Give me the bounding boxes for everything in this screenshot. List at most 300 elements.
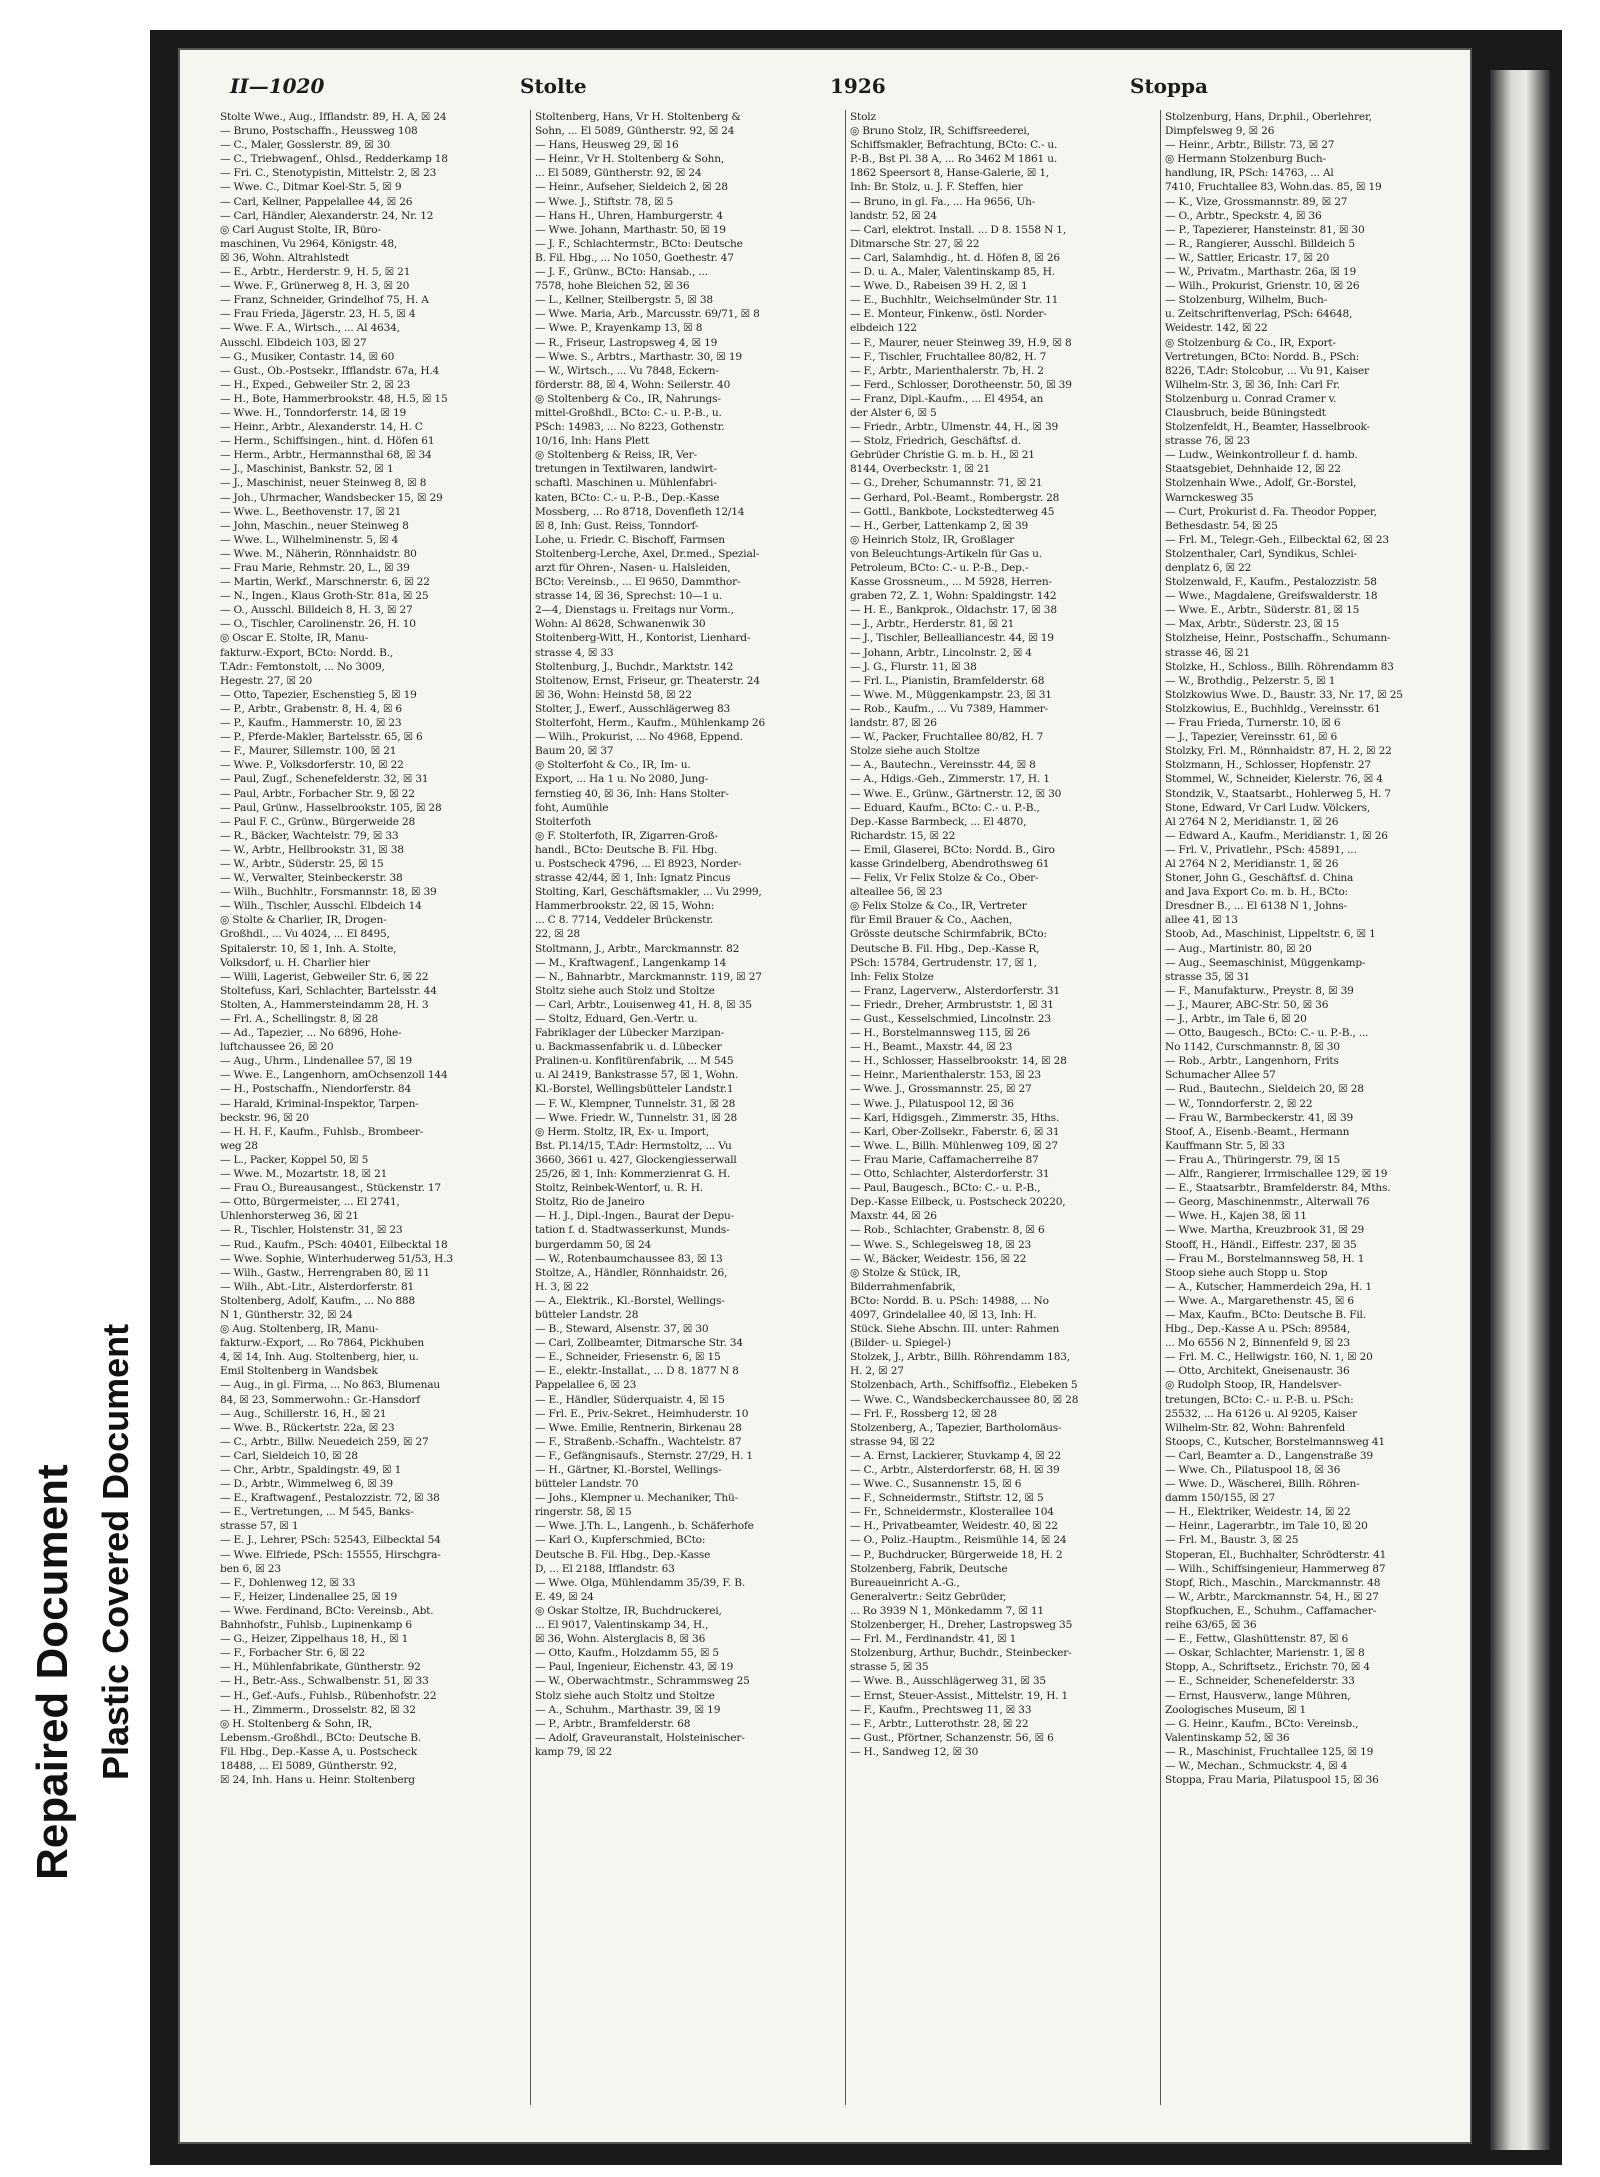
directory-entry-line: — Wwe. F. A., Wirtsch., ... Al 4634, — [220, 322, 400, 335]
directory-entry-line: handl., BCto: Deutsche B. Fil. Hbg. — [535, 843, 718, 856]
directory-entry-line: Stolzenberg, Fabrik, Deutsche — [850, 1562, 1008, 1575]
directory-entry-line: — H. J., Dipl.-Ingen., Baurat der Depu- — [535, 1210, 735, 1223]
directory-entry-line: Fabriklager der Lübecker Marzipan- — [535, 1027, 725, 1040]
directory-entry-line: denplatz 6, ☒ 22 — [1165, 562, 1252, 574]
directory-entry-line: — Frl. M., Ferdinandstr. 41, ☒ 1 — [850, 1633, 1017, 1646]
directory-entry-line: Stolzmann, H., Schlosser, Hopfenstr. 27 — [1165, 759, 1371, 772]
directory-entry-line: — Ferd., Schlosser, Dorotheenstr. 50, ☒ 39 — [850, 378, 1072, 391]
directory-entry-line: Stoltenburg, J., Buchdr., Marktstr. 142 — [535, 660, 734, 673]
directory-entry-line: ◎ H. Stoltenberg & Sohn, IR, — [220, 1717, 373, 1730]
directory-entry-line: Maxstr. 44, ☒ 26 — [850, 1210, 937, 1223]
directory-entry-line: (Bilder- u. Spiegel-) — [850, 1337, 951, 1350]
directory-entry-line: ◎ Carl August Stolte, IR, Büro- — [220, 223, 381, 236]
directory-entry-line: — J., Maschinist, neuer Steinweg 8, ☒ 8 — [220, 477, 427, 490]
directory-entry-line: — L., Packer, Koppel 50, ☒ 5 — [220, 1153, 369, 1166]
directory-entry-line: 22, ☒ 28 — [535, 928, 580, 941]
directory-entry-line: — R., Tischler, Holstenstr. 31, ☒ 23 — [220, 1224, 403, 1237]
directory-entry-line: 3660, 3661 u. 427, Glockengiesserwall — [535, 1153, 737, 1166]
directory-entry-line: — Wwe. Friedr. W., Tunnelstr. 31, ☒ 28 — [535, 1111, 738, 1124]
directory-entry-line: — J. F., Schlachtermstr., BCto: Deutsche — [535, 237, 743, 250]
directory-entry-line: — H., Mühlenfabrikate, Güntherstr. 92 — [220, 1661, 421, 1674]
directory-entry-line: — Frl. M. C., Hellwigstr. 160, N. 1, ☒ 20 — [1165, 1351, 1373, 1364]
directory-entry-line: — F., Kaufm., Prechtsweg 11, ☒ 33 — [850, 1703, 1032, 1716]
directory-entry-line: Petroleum, BCto: C.- u. P.-B., Dep.- — [850, 562, 1029, 574]
directory-entry-line: Uhlenhorsterweg 36, ☒ 21 — [220, 1210, 359, 1223]
directory-entry-line: Stoof, A., Eisenb.-Beamt., Hermann — [1165, 1125, 1350, 1138]
directory-entry-line: reihe 63/65, ☒ 36 — [1165, 1619, 1257, 1632]
directory-entry-line: 4097, Grindelallee 40, ☒ 13, Inh: H. — [850, 1308, 1037, 1321]
directory-entry-line: u. Backmassenfabrik u. d. Lübecker — [535, 1041, 722, 1054]
directory-entry-line: — Wwe. B., Rückertstr. 22a, ☒ 23 — [220, 1421, 395, 1434]
directory-entry-line: — Adolf, Graveuranstalt, Holsteinischer- — [535, 1731, 745, 1744]
directory-entry-line: ringerstr. 58, ☒ 15 — [535, 1506, 632, 1519]
directory-entry-line: — W., Brothdig., Pelzerstr. 5, ☒ 1 — [1165, 674, 1336, 687]
directory-entry-line: — Eduard, Kaufm., BCto: C.- u. P.-B., — [850, 801, 1040, 814]
year-heading: 1926 — [830, 74, 886, 98]
directory-entry-line: — Joh., Uhrmacher, Wandsbecker 15, ☒ 29 — [220, 491, 443, 504]
directory-entry-line: — W., Wirtsch., ... Vu 7848, Eckern- — [535, 364, 719, 377]
directory-entry-line: — Wilh., Tischler, Ausschl. Elbdeich 14 — [220, 900, 422, 913]
directory-entry-line: — Wwe. S., Arbtrs., Marthastr. 30, ☒ 19 — [535, 350, 742, 363]
directory-entry-line: ☒ 8, Inh: Gust. Reiss, Tonndorf- — [535, 519, 699, 532]
column-rule — [1160, 110, 1161, 2105]
directory-entry-line: strasse 94, ☒ 22 — [850, 1435, 935, 1448]
directory-entry-line: landstr. 87, ☒ 26 — [850, 717, 937, 730]
directory-entry-line: Pralinen-u. Konfitürenfabrik, ... M 545 — [535, 1055, 734, 1068]
scanned-page — [150, 30, 1562, 2165]
directory-entry-line: elbdeich 122 — [850, 322, 917, 335]
directory-entry-line: — Stoltz, Eduard, Gen.-Vertr. u. — [535, 1013, 698, 1025]
directory-entry-line: — Carl, Zollbeamter, Ditmarsche Str. 34 — [535, 1337, 743, 1350]
directory-entry-line: tretungen in Textilwaren, landwirt- — [535, 463, 717, 476]
directory-entry-line: ◎ Stolterfoht & Co., IR, Im- u. — [535, 759, 691, 772]
directory-entry-line: Stolz — [850, 111, 876, 123]
directory-entry-line: — G., Musiker, Contastr. 14, ☒ 60 — [220, 350, 395, 363]
directory-entry-line: — F., Manufakturw., Preystr. 8, ☒ 39 — [1165, 984, 1354, 997]
directory-entry-line: 25/26, ☒ 1, Inh: Kommerzienrat G. H. — [535, 1168, 731, 1181]
directory-entry-line: — J., Tapezier, Vereinsstr. 61, ☒ 6 — [1165, 731, 1338, 744]
directory-entry-line: Inh: Felix Stolze — [850, 970, 934, 983]
directory-entry-line: — E., Händler, Süderquaistr. 4, ☒ 15 — [535, 1393, 725, 1406]
directory-entry-line: weg 28 — [220, 1139, 258, 1152]
directory-entry-line: — Wilh., Gastw., Herrengraben 80, ☒ 11 — [220, 1266, 430, 1279]
directory-entry-line: — Hans, Heusweg 29, ☒ 16 — [535, 139, 679, 152]
directory-entry-line: — Stolzenburg, Wilhelm, Buch- — [1165, 294, 1327, 307]
directory-entry-line: — W., Tonndorferstr. 2, ☒ 22 — [1165, 1097, 1313, 1110]
directory-entry-line: — Wwe. J., Stiftstr. 78, ☒ 5 — [535, 195, 674, 208]
directory-entry-line: Export, ... Ha 1 u. No 2080, Jung- — [535, 773, 709, 786]
directory-entry-line: — J., Tischler, Bellealliancestr. 44, ☒ 19 — [850, 632, 1054, 645]
directory-entry-line: — Chr., Arbtr., Spaldingstr. 49, ☒ 1 — [220, 1464, 402, 1476]
directory-entry-line: — N., Bahnarbtr., Marckmannstr. 119, ☒ 27 — [535, 970, 762, 983]
directory-entry-line: — Paul F. C., Grünw., Bürgerweide 28 — [220, 815, 416, 828]
directory-entry-line: D, ... El 2188, Ifflandstr. 63 — [535, 1562, 675, 1575]
directory-entry-line: — W., Mechan., Schmuckstr. 4, ☒ 4 — [1165, 1759, 1348, 1772]
directory-entry-line: Mossberg, ... Ro 8718, Dovenfleth 12/14 — [535, 505, 745, 518]
directory-entry-line: Stolterfoht, Herm., Kaufm., Mühlenkamp 26 — [535, 717, 766, 730]
directory-entry-line: Schiffsmakler, Befrachtung, BCto: C.- u. — [850, 139, 1058, 152]
directory-entry-line: — H. H. F., Kaufm., Fuhlsb., Brombeer- — [220, 1125, 424, 1138]
directory-entry-line: u. Zeitschriftenverlag, PSch: 64648, — [1165, 308, 1353, 321]
directory-entry-line: foht, Aumühle — [535, 801, 609, 814]
directory-entry-line: Weidestr. 142, ☒ 22 — [1165, 322, 1268, 335]
directory-entry-line: — John, Maschin., neuer Steinweg 8 — [220, 519, 409, 532]
directory-entry-line: — E., Kraftwagenf., Pestalozzistr. 72, ☒ 38 — [220, 1492, 440, 1505]
directory-column-3 — [850, 110, 1150, 2105]
directory-entry-line: strasse 14, ☒ 36, Sprechst: 10—1 u. — [535, 590, 723, 603]
directory-entry-line: ◎ Bruno Stolz, IR, Schiffsreederei, — [850, 125, 1030, 138]
directory-entry-line: Kauffmann Str. 5, ☒ 33 — [1165, 1139, 1285, 1152]
directory-entry-line: — Johs., Klempner u. Mechaniker, Thü- — [535, 1492, 739, 1505]
directory-entry-line: Bethesdastr. 54, ☒ 25 — [1165, 519, 1278, 532]
directory-entry-line: — Wwe. Sophie, Winterhuderweg 51/53, H.3 — [220, 1252, 453, 1265]
directory-entry-line: — O., Poliz.-Hauptm., Reismühle 14, ☒ 24 — [850, 1534, 1067, 1547]
directory-entry-line: — Gust., Kesselschmied, Lincolnstr. 23 — [850, 1013, 1051, 1025]
directory-entry-line: Stolzenburg, Arthur, Buchdr., Steinbecker- — [850, 1647, 1072, 1660]
directory-entry-line: — Frl. E., Priv.-Sekret., Heimhuderstr. 10 — [535, 1407, 749, 1420]
directory-entry-line: Stück. Siehe Abschn. III. unter: Rahmen — [850, 1323, 1060, 1336]
directory-entry-line: — H., Gef.-Aufs., Fuhlsb., Rübenhofstr. 22 — [220, 1689, 437, 1702]
directory-entry-line: — R., Rangierer, Ausschl. Billdeich 5 — [1165, 237, 1355, 250]
directory-entry-line: 7578, hohe Bleichen 52, ☒ 36 — [535, 280, 690, 293]
directory-entry-line: Ausschl. Elbdeich 103, ☒ 27 — [220, 336, 367, 349]
directory-entry-line: Bilderrahmenfabrik, — [850, 1280, 956, 1293]
directory-entry-line: strasse 35, ☒ 31 — [1165, 970, 1250, 983]
directory-entry-line: — P., Tapezierer, Hansteinstr. 81, ☒ 30 — [1165, 223, 1365, 236]
directory-entry-line: — Paul, Baugesch., BCto: C.- u. P.-B., — [850, 1182, 1041, 1195]
directory-entry-line: — H., Beamt., Maxstr. 44, ☒ 23 — [850, 1041, 1013, 1054]
directory-entry-line: ☒ 36, Wohn: Heinstd 58, ☒ 22 — [535, 688, 692, 701]
directory-entry-line: — Frau Marie, Caffamacherreihe 87 — [850, 1153, 1039, 1166]
directory-entry-line: — H., Schlosser, Hasselbrookstr. 14, ☒ 28 — [850, 1055, 1067, 1068]
directory-entry-line: — Wwe. P., Krayenkamp 13, ☒ 8 — [535, 322, 703, 335]
directory-entry-line: — J., Maurer, ABC-Str. 50, ☒ 36 — [1165, 998, 1329, 1011]
directory-entry-line: ☒ 36, Wohn. Alsterglacis 8, ☒ 36 — [535, 1633, 706, 1646]
directory-entry-line: — Carl, Beamter a. D., Langenstraße 39 — [1165, 1449, 1373, 1462]
directory-entry-line: der Alster 6, ☒ 5 — [850, 406, 937, 419]
directory-entry-line: — Max, Kaufm., BCto: Deutsche B. Fil. — [1165, 1308, 1366, 1321]
directory-entry-line: — Wwe. F., Grünerweg 8, H. 3, ☒ 20 — [220, 280, 410, 293]
directory-entry-line: — Frau Frieda, Turnerstr. 10, ☒ 6 — [1165, 717, 1341, 730]
directory-entry-line: — Gerhard, Pol.-Beamt., Rombergstr. 28 — [850, 491, 1060, 504]
directory-entry-line: — Edward A., Kaufm., Meridianstr. 1, ☒ 26 — [1165, 829, 1388, 842]
directory-entry-line: ◎ Stolte & Charlier, IR, Drogen- — [220, 914, 387, 927]
directory-entry-line: strasse 46, ☒ 21 — [1165, 646, 1250, 659]
directory-entry-line: — C., Triebwagenf., Ohlsd., Redderkamp 18 — [220, 153, 448, 166]
directory-entry-line: Stolzenberg, A., Tapezier, Bartholomäus- — [850, 1421, 1062, 1434]
directory-entry-line: Stoltenberg, Adolf, Kaufm., ... No 888 — [220, 1294, 415, 1307]
directory-entry-line: — H., Exped., Gebweiler Str. 2, ☒ 23 — [220, 378, 411, 391]
directory-entry-line: — B., Steward, Alsenstr. 37, ☒ 30 — [535, 1323, 709, 1336]
directory-entry-line: — H., Borstelmannsweg 115, ☒ 26 — [850, 1027, 1030, 1040]
directory-entry-line: Stoltz, Rio de Janeiro — [535, 1196, 645, 1209]
directory-entry-line: — Wwe. H., Tonndorferstr. 14, ☒ 19 — [220, 406, 407, 419]
directory-entry-line: 4, ☒ 14, Inh. Aug. Stoltenberg, hier, u. — [220, 1351, 419, 1364]
directory-entry-line: — O., Tischler, Carolinenstr. 26, H. 10 — [220, 618, 416, 631]
directory-entry-line: Stoltenberg, Hans, Vr H. Stoltenberg & — [535, 111, 741, 123]
directory-entry-line: — H., Bote, Hammerbrookstr. 48, H.5, ☒ 15 — [220, 392, 448, 405]
directory-entry-line: — Otto, Kaufm., Holzdamm 55, ☒ 5 — [535, 1647, 719, 1660]
directory-entry-line: — Ludw., Weinkontrolleur f. d. hamb. — [1165, 449, 1358, 462]
directory-entry-line: ... Ro 3939 N 1, Mönkedamm 7, ☒ 11 — [850, 1604, 1044, 1617]
directory-entry-line: Großhdl., ... Vu 4024, ... El 8495, — [220, 928, 390, 941]
directory-entry-line: damm 150/155, ☒ 27 — [1165, 1492, 1276, 1505]
directory-entry-line: — Wilh., Prokurist, Grienstr. 10, ☒ 26 — [1165, 280, 1360, 293]
directory-entry-line: förderstr. 88, ☒ 4, Wohn: Seilerstr. 40 — [535, 378, 731, 391]
directory-entry-line: — W., Arbtr., Hellbrookstr. 31, ☒ 38 — [220, 843, 404, 856]
page-number: II—1020 — [230, 74, 325, 98]
directory-entry-line: Valentinskamp 52, ☒ 36 — [1165, 1731, 1290, 1744]
directory-entry-line: ... Mo 6556 N 2, Binnenfeld 9, ☒ 23 — [1165, 1337, 1350, 1350]
directory-entry-line: — Frau W., Barmbeckerstr. 41, ☒ 39 — [1165, 1111, 1354, 1124]
directory-entry-line: — F., Straßenb.-Schaffn., Wachtelstr. 87 — [535, 1435, 742, 1448]
directory-entry-line: — W., Oberwachtmstr., Schrammsweg 25 — [535, 1675, 750, 1688]
directory-entry-line: Generalvertr.: Seitz Gebrüder, — [850, 1590, 1007, 1603]
directory-entry-line: — Wwe. C., Wandsbeckerchaussee 80, ☒ 28 — [850, 1393, 1079, 1406]
directory-entry-line: — Paul, Zugf., Schenefelderstr. 32, ☒ 31 — [220, 773, 429, 786]
directory-entry-line: Grösste deutsche Schirmfabrik, BCto: — [850, 928, 1047, 941]
column-rule — [530, 110, 531, 2105]
directory-entry-line: — J. F., Grünw., BCto: Hansab., ... — [535, 266, 708, 279]
directory-entry-line: Clausbruch, beide Büningstedt — [1165, 406, 1326, 419]
directory-entry-line: — H., Gärtner, Kl.-Borstel, Wellings- — [535, 1464, 722, 1476]
directory-entry-line: Stoltenow, Ernst, Friseur, gr. Theaterstr. 24 — [535, 674, 760, 687]
directory-entry-line: Stooff, H., Händl., Eiffestr. 237, ☒ 35 — [1165, 1238, 1357, 1251]
directory-entry-line: Stolten, A., Hammersteindamm 28, H. 3 — [220, 998, 429, 1011]
directory-entry-line: — E., Staatsarbtr., Bramfelderstr. 84, Mths. — [1165, 1182, 1391, 1195]
directory-entry-line: — Martin, Werkf., Marschnerstr. 6, ☒ 22 — [220, 576, 430, 589]
directory-entry-line: fakturw.-Export, BCto: Nordd. B., — [220, 646, 394, 659]
directory-entry-line: ◎ Oscar E. Stolte, IR, Manu- — [220, 632, 369, 645]
directory-entry-line: — Karl O., Kupferschmied, BCto: — [535, 1534, 706, 1547]
directory-entry-line: ◎ Herm. Stoltz, IR, Ex- u. Import, — [535, 1125, 710, 1138]
directory-entry-line: T.Adr.: Femtonstolt, ... No 3009, — [220, 660, 385, 673]
directory-entry-line: — H., Privatbeamter, Weidestr. 40, ☒ 22 — [850, 1520, 1058, 1533]
directory-entry-line: — Franz, Lagerverw., Alsterdorferstr. 31 — [850, 984, 1060, 997]
directory-entry-line: strasse 42/44, ☒ 1, Inh: Ignatz Pincus — [535, 872, 731, 885]
directory-entry-line: P.-B., Bst Pl. 38 A, ... Ro 3462 M 1861 u. — [850, 153, 1057, 166]
directory-entry-line: — F., Forbacher Str. 6, ☒ 22 — [220, 1647, 365, 1660]
directory-entry-line: — Felix, Vr Felix Stolze & Co., Ober- — [850, 872, 1039, 885]
directory-entry-line: — H., Zimmerm., Drosselstr. 82, ☒ 32 — [220, 1703, 416, 1716]
directory-entry-line: Vertretungen, BCto: Nordd. B., PSch: — [1165, 350, 1360, 363]
directory-entry-line: ... El 9017, Valentinskamp 34, H., — [535, 1619, 709, 1632]
directory-entry-line: — W., Sattler, Ericastr. 17, ☒ 20 — [1165, 251, 1330, 264]
directory-entry-line: — F., Arbtr., Lutterothstr. 28, ☒ 22 — [850, 1717, 1029, 1730]
directory-entry-line: strasse 76, ☒ 23 — [1165, 435, 1250, 448]
directory-entry-line: — Aug., Martinistr. 80, ☒ 20 — [1165, 942, 1312, 955]
directory-entry-line: Stoltz siehe auch Stolz und Stoltze — [535, 984, 715, 997]
directory-entry-line: fakturw.-Export, ... Ro 7864, Pickhuben — [220, 1337, 424, 1350]
directory-entry-line: — O., Arbtr., Speckstr. 4, ☒ 36 — [1165, 209, 1322, 222]
directory-entry-line: — Ad., Tapezier, ... No 6896, Hohe- — [220, 1027, 402, 1040]
adjacent-page-edge — [1490, 70, 1550, 2150]
directory-entry-line: — Carl, Händler, Alexanderstr. 24, Nr. 12 — [220, 209, 434, 222]
directory-entry-line: von Beleuchtungs-Artikeln für Gas u. — [850, 547, 1042, 560]
directory-entry-line: ◎ Aug. Stoltenberg, IR, Manu- — [220, 1323, 379, 1336]
directory-entry-line: Stolzheise, Heinr., Postschaffn., Schumann- — [1165, 632, 1391, 645]
directory-entry-line: — C., Arbtr., Alsterdorferstr. 68, H. ☒ 39 — [850, 1464, 1060, 1476]
directory-entry-line: Stoltz, Reinbek-Wentorf, u. R. H. — [535, 1182, 703, 1195]
directory-entry-line: — Frl. M., Baustr. 3, ☒ 25 — [1165, 1534, 1299, 1547]
directory-entry-line: — D., Arbtr., Wimmelweg 6, ☒ 39 — [220, 1478, 393, 1491]
directory-entry-line: Richardstr. 15, ☒ 22 — [850, 829, 956, 842]
directory-entry-line: — Rob., Schlachter, Grabenstr. 8, ☒ 6 — [850, 1224, 1045, 1237]
directory-entry-line: Lebensm.-Großhdl., BCto: Deutsche B. — [220, 1731, 421, 1744]
plastic-covered-label: Plastic Covered Document — [95, 1323, 136, 1780]
directory-entry-line: — Aug., Uhrm., Lindenallee 57, ☒ 19 — [220, 1055, 412, 1068]
directory-entry-line: — Gust., Ob.-Postsekr., Ifflandstr. 67a, H.4 — [220, 364, 440, 377]
directory-entry-line: Stolzenhain Wwe., Adolf, Gr.-Borstel, — [1165, 477, 1357, 490]
directory-entry-line: arzt für Ohren-, Nasen- u. Halsleiden, — [535, 562, 731, 574]
directory-entry-line: ◎ F. Stolterfoth, IR, Zigarren-Groß- — [535, 829, 718, 842]
directory-entry-line: Fil. Hbg., Dep.-Kasse A, u. Postscheck — [220, 1745, 417, 1758]
directory-entry-line: — R., Bäcker, Wachtelstr. 79, ☒ 33 — [220, 829, 399, 842]
directory-entry-line: — Frau A., Thüringerstr. 79, ☒ 15 — [1165, 1153, 1341, 1166]
directory-entry-line: — Franz, Dipl.-Kaufm., ... El 4954, an — [850, 392, 1044, 405]
directory-entry-line: — Wwe. M., Näherin, Rönnhaidstr. 80 — [220, 547, 417, 560]
directory-entry-line: Bahnhofstr., Fuhlsb., Lupinenkamp 6 — [220, 1619, 412, 1632]
directory-entry-line: — Emil, Glaserei, BCto: Nordd. B., Giro — [850, 843, 1055, 856]
directory-entry-line: Bureaueinricht A.-G., — [850, 1576, 960, 1589]
directory-entry-line: — P., Kaufm., Hammerstr. 10, ☒ 23 — [220, 717, 402, 730]
directory-entry-line: Stoltze, A., Händler, Rönnhaidstr. 26, — [535, 1266, 728, 1279]
directory-entry-line: — Ernst, Hausverw., lange Mühren, — [1165, 1689, 1351, 1702]
directory-entry-line: — Wwe. L., Billh. Mühlenweg 109, ☒ 27 — [850, 1139, 1058, 1152]
directory-entry-line: 84, ☒ 23, Sommerwohn.: Gr.-Hansdorf — [220, 1393, 421, 1406]
directory-entry-line: — Herm., Arbtr., Hermannsthal 68, ☒ 34 — [220, 449, 432, 462]
directory-entry-line: — Wwe. J., Pilatuspool 12, ☒ 36 — [850, 1097, 1014, 1110]
directory-entry-line: BCto: Nordd. B. u. PSch: 14988, ... No — [850, 1294, 1049, 1307]
directory-entry-line: — Wwe. M., Müggenkampstr. 23, ☒ 31 — [850, 688, 1052, 701]
directory-entry-line: ◎ Felix Stolze & Co., IR, Vertreter — [850, 900, 1027, 913]
directory-entry-line: — Wwe. L., Beethovenstr. 17, ☒ 21 — [220, 505, 402, 518]
directory-entry-line: — Wwe. A., Margarethenstr. 45, ☒ 6 — [1165, 1294, 1354, 1307]
directory-entry-line: — J., Maschinist, Bankstr. 52, ☒ 1 — [220, 463, 394, 476]
directory-entry-line: 18488, ... El 5089, Güntherstr. 92, — [220, 1759, 397, 1772]
directory-entry-line: — C., Maler, Gosslerstr. 89, ☒ 30 — [220, 139, 390, 152]
directory-entry-line: Stolzek, J., Arbtr., Billh. Röhrendamm 183, — [850, 1351, 1070, 1364]
directory-entry-line: — N., Ingen., Klaus Groth-Str. 81a, ☒ 25 — [220, 590, 429, 603]
directory-entry-line: — Heinr., Aufseher, Sieldeich 2, ☒ 28 — [535, 181, 728, 194]
directory-entry-line: — Wwe. P., Volksdorferstr. 10, ☒ 22 — [220, 759, 404, 772]
directory-entry-line: Stoltmann, J., Arbtr., Marckmannstr. 82 — [535, 942, 740, 955]
directory-entry-line: N 1, Güntherstr. 32, ☒ 24 — [220, 1308, 353, 1321]
directory-entry-line: ◎ Stoltenberg & Reiss, IR, Ver- — [535, 449, 697, 462]
directory-entry-line: — F., Arbtr., Marienthalerstr. 7b, H. 2 — [850, 364, 1044, 377]
directory-entry-line: Stoops, C., Kutscher, Borstelmannsweg 41 — [1165, 1435, 1385, 1448]
directory-entry-line: Stoppa, Frau Maria, Pilatuspool 15, ☒ 36 — [1165, 1774, 1379, 1787]
directory-entry-line: — Rud., Kaufm., PSch: 40401, Eilbecktal 18 — [220, 1238, 448, 1251]
directory-entry-line: — W., Bäcker, Weidestr. 156, ☒ 22 — [850, 1252, 1027, 1265]
directory-entry-line: — Carl, Arbtr., Louisenweg 41, H. 8, ☒ 35 — [535, 998, 752, 1011]
directory-entry-line: — W., Verwalter, Steinbeckerstr. 38 — [220, 872, 403, 885]
directory-entry-line: — P., Arbtr., Grabenstr. 8, H. 4, ☒ 6 — [220, 702, 402, 715]
directory-entry-line: — Wwe. Emilie, Rentnerin, Birkenau 28 — [535, 1421, 742, 1434]
directory-entry-line: — Wwe. L., Wilhelminenstr. 5, ☒ 4 — [220, 533, 399, 546]
directory-entry-line: — Wwe. M., Mozartstr. 18, ☒ 21 — [220, 1168, 388, 1181]
directory-entry-line: — Frau Marie, Rehmstr. 20, L., ☒ 39 — [220, 562, 410, 574]
directory-entry-line: — J., Arbtr., Herderstr. 81, ☒ 21 — [850, 618, 1015, 631]
directory-entry-line: Al 2764 N 2, Meridianstr. 1, ☒ 26 — [1165, 857, 1339, 870]
directory-entry-line: strasse 4, ☒ 33 — [535, 646, 614, 659]
directory-entry-line: — Paul, Grünw., Hasselbrookstr. 105, ☒ 28 — [220, 801, 442, 814]
directory-entry-line: — Hans H., Uhren, Hamburgerstr. 4 — [535, 209, 723, 222]
directory-entry-line: Stoob, Ad., Maschinist, Lippeltstr. 6, ☒ 1 — [1165, 928, 1376, 941]
directory-entry-line: — F., Maurer, neuer Steinweg 39, H.9, ☒ 8 — [850, 336, 1072, 349]
directory-entry-line: — Wwe. D., Wäscherei, Billh. Röhren- — [1165, 1478, 1360, 1491]
directory-entry-line: Stone, Edward, Vr Carl Ludw. Völckers, — [1165, 801, 1371, 814]
directory-entry-line: Stolzkowius, E., Buchhldg., Vereinsstr. 61 — [1165, 702, 1381, 715]
directory-entry-line: — W., Rotenbaumchaussee 83, ☒ 13 — [535, 1252, 723, 1265]
directory-entry-line: — Wilh., Abt.-Litr., Alsterdorferstr. 81 — [220, 1280, 415, 1293]
directory-entry-line: Stoop siehe auch Stopp u. Stop — [1165, 1266, 1328, 1279]
directory-entry-line: — Gottl., Bankbote, Lockstedterweg 45 — [850, 505, 1055, 518]
directory-entry-line: Stopp, A., Schriftsetz., Erichstr. 70, ☒ 4 — [1165, 1661, 1370, 1674]
directory-entry-line: — Stolz, Friedrich, Geschäftsf. d. — [850, 435, 1021, 448]
directory-entry-line: Stommel, W., Schneider, Kielerstr. 76, ☒ 4 — [1165, 773, 1383, 786]
directory-entry-line: H. 3, ☒ 22 — [535, 1280, 589, 1293]
directory-entry-line: — Heinr., Vr H. Stoltenberg & Sohn, — [535, 153, 725, 166]
directory-entry-line: Stondzik, V., Staatsarbt., Hohlerweg 5, H. 7 — [1165, 787, 1391, 800]
directory-entry-line: — Wwe. Maria, Arb., Marcusstr. 69/71, ☒ 8 — [535, 308, 760, 321]
directory-entry-line: — A. Ernst, Lackierer, Stuvkamp 4, ☒ 22 — [850, 1449, 1061, 1462]
directory-entry-line: ☒ 24, Inh. Hans u. Heinr. Stoltenberg — [220, 1774, 415, 1787]
directory-entry-line: — Karl, Hdigsgeh., Zimmerstr. 35, Hths. — [850, 1111, 1060, 1124]
directory-entry-line: alteallee 56, ☒ 23 — [850, 886, 943, 899]
directory-entry-line: Stolzenbach, Arth., Schiffsoffiz., Elebeken 5 — [850, 1379, 1078, 1392]
directory-entry-line: — K., Vize, Grossmannstr. 89, ☒ 27 — [1165, 195, 1348, 208]
directory-entry-line: — E. Monteur, Finkenw., östl. Norder- — [850, 308, 1047, 321]
last-entry-heading: Stoppa — [1130, 74, 1208, 98]
directory-entry-line: — Wwe. E., Grünw., Gärtnerstr. 12, ☒ 30 — [850, 787, 1062, 800]
directory-entry-line: Staatsgebiet, Dehnhaide 12, ☒ 22 — [1165, 463, 1341, 476]
directory-entry-line: — Wwe. Ferdinand, BCto: Vereinsb., Abt. — [220, 1604, 434, 1617]
directory-entry-line: allee 41, ☒ 13 — [1165, 914, 1238, 927]
directory-column-1 — [220, 110, 520, 2105]
directory-entry-line: — Otto, Tapezier, Eschenstieg 5, ☒ 19 — [220, 688, 417, 701]
first-entry-heading: Stolte — [520, 74, 587, 98]
directory-entry-line: Dimpfelsweg 9, ☒ 26 — [1165, 125, 1275, 138]
directory-entry-line: — W., Arbtr., Süderstr. 25, ☒ 15 — [220, 857, 384, 870]
directory-entry-line: — Rud., Bautechn., Sieldeich 20, ☒ 28 — [1165, 1083, 1364, 1096]
directory-entry-line: Stolting, Karl, Geschäftsmakler, ... Vu 2999, — [535, 886, 762, 899]
directory-entry-line: katen, BCto: C.- u. P.-B., Dep.-Kasse — [535, 491, 720, 504]
directory-entry-line: — Wwe., Magdalene, Greifswalderstr. 18 — [1165, 590, 1378, 603]
directory-entry-line: — H., Postschaffn., Niendorferstr. 84 — [220, 1083, 411, 1096]
directory-entry-line: — Carl, Salamhdig., ht. d. Höfen 8, ☒ 26 — [850, 251, 1060, 264]
directory-entry-line: — Wwe. S., Schlegelsweg 18, ☒ 23 — [850, 1238, 1032, 1251]
directory-entry-line: ◎ Heinrich Stolz, IR, Großlager — [850, 533, 1014, 546]
directory-entry-line: — H., Elektriker, Weidestr. 14, ☒ 22 — [1165, 1506, 1351, 1519]
directory-entry-line: u. Al 2419, Bankstrasse 57, ☒ 1, Wohn. — [535, 1069, 739, 1082]
directory-entry-line: Warnckesweg 35 — [1165, 491, 1254, 504]
directory-entry-line: Wohn: Al 8628, Schwanenwik 30 — [535, 618, 706, 631]
directory-entry-line: burgerdamm 50, ☒ 24 — [535, 1238, 652, 1251]
directory-entry-line: — W., Packer, Fruchtallee 80/82, H. 7 — [850, 731, 1044, 744]
directory-entry-line: — Wwe. E., Langenhorn, amOchsenzoll 144 — [220, 1069, 448, 1082]
directory-entry-line: — F., Gefängnisaufs., Sternstr. 27/29, H. 1 — [535, 1449, 753, 1462]
directory-entry-line: — Heinr., Lagerarbtr., im Tale 10, ☒ 20 — [1165, 1520, 1368, 1533]
directory-entry-line: — F., Tischler, Fruchtallee 80/82, H. 7 — [850, 350, 1047, 363]
directory-entry-line: — A., Bautechn., Vereinsstr. 44, ☒ 8 — [850, 759, 1036, 772]
directory-entry-line: für Emil Brauer & Co., Aachen, — [850, 914, 1013, 927]
directory-entry-line: — Wwe. J., Grossmannstr. 25, ☒ 27 — [850, 1083, 1032, 1096]
directory-entry-line: ☒ 36, Wohn. Altrahlstedt — [220, 251, 350, 264]
directory-entry-line: Stoltefuss, Karl, Schlachter, Bartelsstr. 44 — [220, 984, 437, 997]
directory-entry-line: — E., Fettw., Glashüttenstr. 87, ☒ 6 — [1165, 1633, 1349, 1646]
directory-entry-line: — Wilh., Prokurist, ... No 4968, Eppend. — [535, 731, 743, 744]
